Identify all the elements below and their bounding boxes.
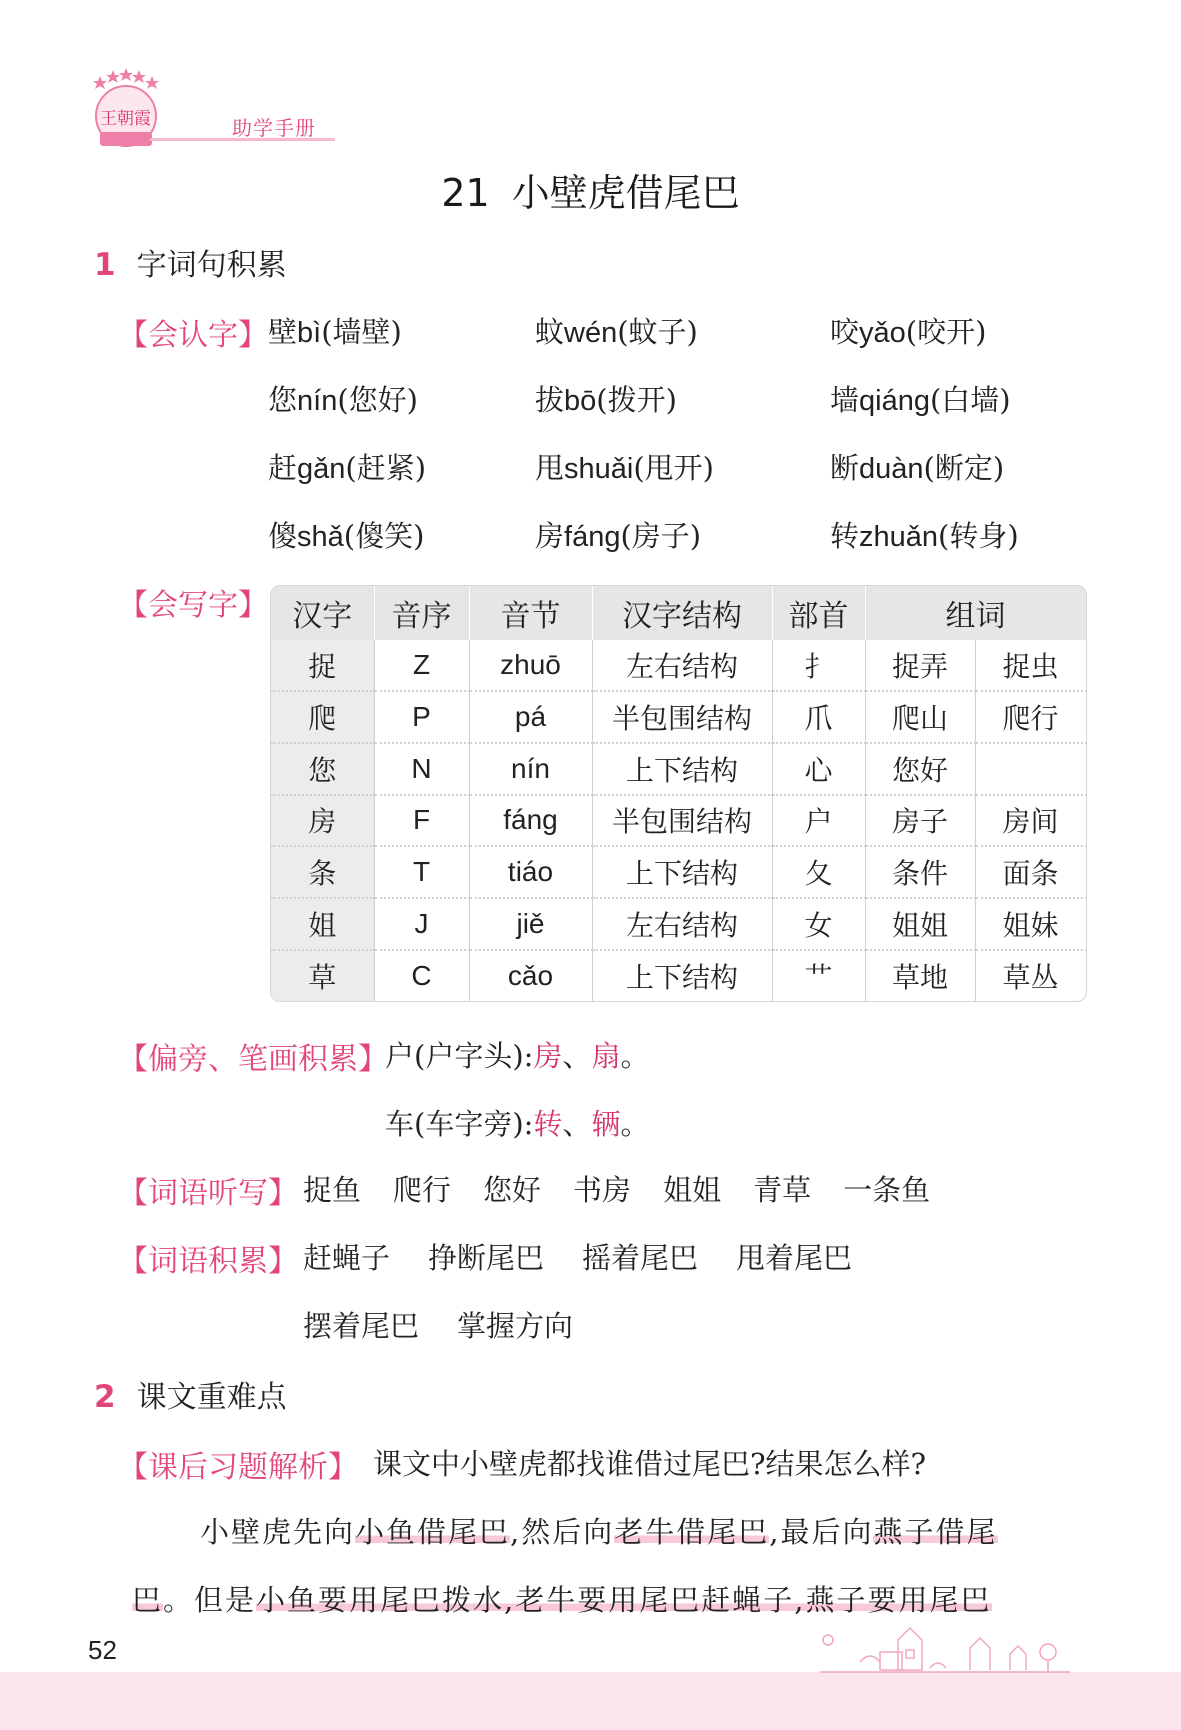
answer-text: ,然后向 [510,1515,615,1549]
cell-pinyin: pá [469,691,592,743]
cell-radical: 爪 [772,691,865,743]
cell-sequence: Z [374,640,469,691]
phrase: 挣断尾巴 [428,1241,545,1275]
lesson-title-text: 小壁虎借尾巴 [511,171,740,215]
example-word: (拨开) [596,383,677,417]
cell-sequence: N [374,743,469,795]
cell-char: 爬 [271,691,374,743]
word: 一条鱼 [843,1173,931,1207]
recognize-item [535,514,701,555]
separator: 、 [562,1039,592,1073]
dictation-tag: 【词语听写】 [118,1176,298,1211]
example-word: (咬开) [905,315,987,349]
recognize-item [268,514,424,555]
example-word: (甩开) [633,451,714,485]
example-word: (房子) [620,519,702,553]
house-doodle-icon [820,1622,1070,1678]
cell-word-1: 房子 [865,795,975,847]
answer-highlight: 巴 [132,1583,164,1617]
char: 房 [535,519,565,553]
cell-structure: 左右结构 [592,898,772,950]
answer-highlight: 小鱼借尾巴 [355,1515,511,1549]
cell-structure: 半包围结构 [592,691,772,743]
cell-pinyin: jiě [469,898,592,950]
column-header: 汉字结构 [592,586,772,640]
char: 您 [268,383,298,417]
cell-sequence: T [374,846,469,898]
cell-word-2: 房间 [975,795,1086,847]
char: 断 [830,451,860,485]
pinyin: shuǎi [564,453,634,485]
footer-band [0,1672,1181,1730]
recognize-item [830,514,1019,555]
separator: 、 [562,1107,592,1141]
pinyin: bō [564,385,597,417]
section-number: 2 [94,1379,116,1415]
phrase: 赶蝇子 [303,1241,391,1275]
cell-pinyin: tiáo [469,846,592,898]
pinyin: bì [297,317,322,349]
cell-structure: 上下结构 [592,950,772,1001]
pinyin: qiáng [859,385,930,417]
cell-char: 草 [271,950,374,1001]
char: 墙 [830,383,860,417]
lesson-number: 21 [441,171,490,215]
example-char: 转 [533,1107,563,1141]
char: 傻 [268,519,298,553]
cell-sequence: F [374,795,469,847]
char: 拔 [535,383,565,417]
radical-desc: 车(车字旁): [385,1107,534,1141]
pinyin: shǎ [297,521,344,553]
phrase: 掌握方向 [457,1309,574,1343]
pinyin: gǎn [297,453,346,485]
recognize-item [830,310,986,351]
phrase: 摇着尾巴 [582,1241,699,1275]
example-word: (蚊子) [617,315,698,349]
pinyin: nín [297,385,338,417]
char: 壁 [268,315,298,349]
char: 赶 [268,451,298,485]
word: 姐姐 [663,1173,722,1207]
cell-pinyin: zhuō [469,640,592,691]
recognize-item [830,378,1011,419]
table-row [271,950,1086,1001]
char: 咬 [830,315,860,349]
example-char: 房 [533,1039,563,1073]
recognize-item [830,446,1004,487]
brand-name: 王朝霞 [100,109,151,129]
table-row [271,795,1086,847]
cell-pinyin: cǎo [469,950,592,1001]
cell-char: 姐 [271,898,374,950]
cell-word-2 [975,743,1086,795]
column-header: 部首 [772,586,865,640]
cell-radical: 心 [772,743,865,795]
write-table [270,585,1087,1002]
header-subtitle: 助学手册 [232,116,316,140]
char: 转 [830,519,860,553]
accumulate-tag: 【词语积累】 [118,1244,298,1279]
example-word: (断定) [923,451,1005,485]
cell-radical: 夂 [772,846,865,898]
cell-word-2: 爬行 [975,691,1086,743]
example-char: 辆 [591,1107,621,1141]
cell-word-1: 条件 [865,846,975,898]
example-word: (转身) [938,519,1019,553]
example-char: 扇 [591,1039,621,1073]
answer-highlight: 老牛要用尾巴赶蝇子 [515,1583,795,1617]
period: 。 [620,1107,650,1141]
column-header: 音序 [374,586,469,640]
cell-word-1: 草地 [865,950,975,1001]
recognize-tag: 【会认字】 [118,318,268,353]
cell-word-2: 捉虫 [975,640,1086,691]
cell-word-2: 姐妹 [975,898,1086,950]
pinyin: duàn [859,453,924,485]
pinyin: yǎo [859,317,906,349]
cell-word-1: 姐姐 [865,898,975,950]
cell-structure: 上下结构 [592,846,772,898]
answer-highlight: 小鱼要用尾巴拨水 [256,1583,505,1617]
pinyin: fáng [564,521,621,553]
table-row [271,640,1086,691]
table-row [271,691,1086,743]
dictation-words [303,1168,930,1209]
table-header-row [271,586,1086,640]
answer-text: ,最后向 [769,1515,874,1549]
answer-highlight: 燕子要用尾巴 [805,1583,992,1617]
answer-line-1 [200,1510,998,1551]
pinyin: wén [564,317,618,349]
cell-word-1: 爬山 [865,691,975,743]
cell-radical: 户 [772,795,865,847]
lesson-title [0,162,1181,217]
recognize-item [268,446,426,487]
section-number: 1 [94,247,116,283]
table-row [271,743,1086,795]
cell-char: 房 [271,795,374,847]
answer-text: 小壁虎先向 [200,1515,356,1549]
table-row [271,898,1086,950]
pinyin: zhuǎn [859,521,939,553]
answer-line-2 [132,1578,992,1619]
cell-radical: 扌 [772,640,865,691]
example-word: (傻笑) [343,519,425,553]
cell-char: 条 [271,846,374,898]
cell-char: 捉 [271,640,374,691]
column-header: 汉字 [271,586,374,640]
period: 。 [620,1039,650,1073]
cell-word-2: 草丛 [975,950,1086,1001]
word: 书房 [573,1173,632,1207]
column-header: 音节 [469,586,592,640]
section-title: 字词句积累 [136,248,287,283]
cell-structure: 半包围结构 [592,795,772,847]
cell-char: 您 [271,743,374,795]
recognize-item [535,378,677,419]
exercise-tag: 【课后习题解析】 [118,1450,358,1485]
radical-line-2 [385,1102,649,1143]
recognize-item [268,310,402,351]
cell-radical: 艹 [772,950,865,1001]
cell-structure: 左右结构 [592,640,772,691]
section-2-heading [94,1372,287,1416]
accumulate-line-1 [303,1236,852,1277]
char: 蚊 [535,315,565,349]
cell-structure: 上下结构 [592,743,772,795]
example-word: (您好) [337,383,418,417]
radicals-tag: 【偏旁、笔画积累】 [118,1042,388,1077]
section-title: 课文重难点 [136,1380,287,1415]
word: 捉鱼 [303,1173,362,1207]
cell-word-1: 捉弄 [865,640,975,691]
answer-highlight: , [794,1583,806,1617]
cell-sequence: J [374,898,469,950]
answer-highlight: 燕子借尾 [873,1515,998,1549]
column-header: 组词 [865,586,1086,640]
example-word: (白墙) [929,383,1011,417]
cell-word-1: 您好 [865,743,975,795]
accumulate-line-2 [303,1304,573,1345]
recognize-item [268,378,418,419]
answer-highlight: 老牛借尾巴 [614,1515,770,1549]
table-row [271,846,1086,898]
radical-desc: 户(户字头): [385,1039,534,1073]
recognize-item [535,446,714,487]
page-number: 52 [88,1635,117,1665]
word: 您好 [483,1173,542,1207]
cell-radical: 女 [772,898,865,950]
exercise-question: 课文中小壁虎都找谁借过尾巴?结果怎么样? [373,1447,927,1481]
answer-highlight: , [504,1583,516,1617]
cell-pinyin: nín [469,743,592,795]
cell-sequence: P [374,691,469,743]
phrase: 甩着尾巴 [736,1241,853,1275]
example-word: (赶紧) [345,451,427,485]
char: 甩 [535,451,565,485]
section-1-heading [94,240,287,284]
radical-line-1 [385,1034,649,1075]
write-tag: 【会写字】 [118,588,268,623]
word: 爬行 [393,1173,452,1207]
cell-sequence: C [374,950,469,1001]
word: 青草 [753,1173,812,1207]
phrase: 摆着尾巴 [303,1309,420,1343]
example-word: (墙壁) [321,315,402,349]
cell-pinyin: fáng [469,795,592,847]
cell-word-2: 面条 [975,846,1086,898]
recognize-item [535,310,698,351]
answer-text: 。但是 [163,1583,257,1617]
